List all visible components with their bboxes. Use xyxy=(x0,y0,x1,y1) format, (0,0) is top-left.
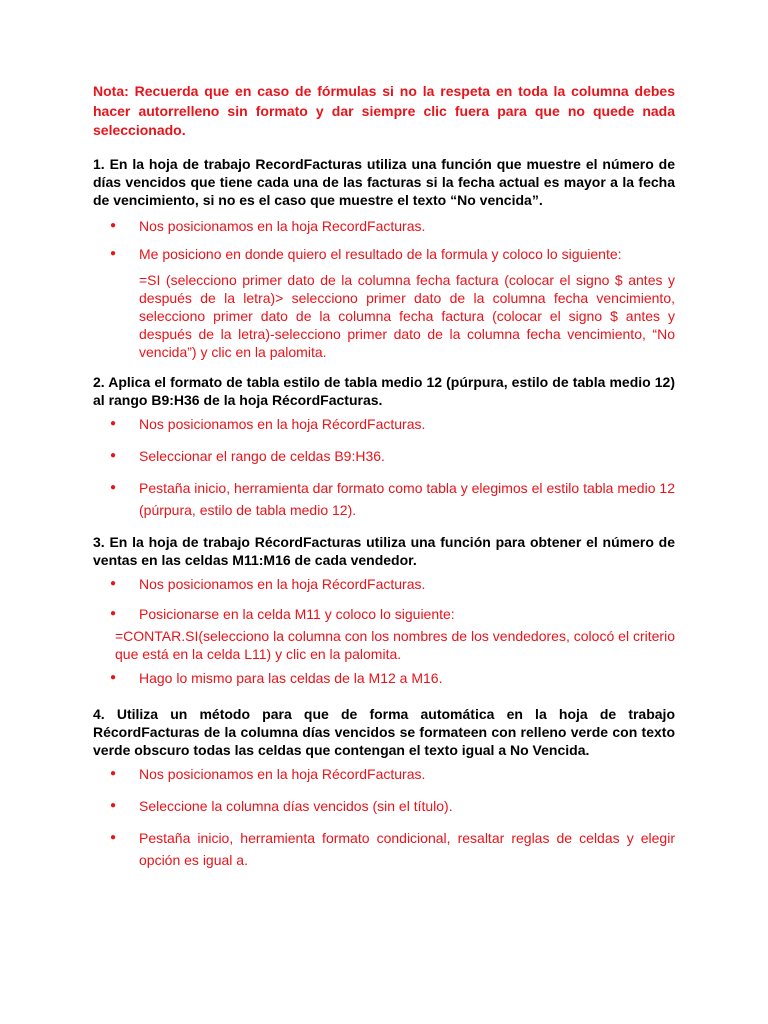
formula-text-1: =SI (selecciono primer dato de la columna fecha factura (colocar el signo $ antes y después de la letra)> selecciono primer dato de la columna fecha vencimiento, selecciono primer dato de la columna fecha factura (colocar el signo $ antes y después de la letra)-selecciono primer dato de la columna fecha vencimiento, “No vencida”) y clic en la palomita. xyxy=(139,271,675,360)
bullet-icon: ● xyxy=(110,247,117,259)
question-1: 1. En la hoja de trabajo RecordFacturas utiliza una función que muestre el número de días vencidos que tiene cada una de las facturas si la fecha actual es mayor a la fecha de vencimiento, si no es el caso que muestre el texto “No vencida”. xyxy=(93,155,675,208)
bullet-icon: ● xyxy=(110,577,117,589)
step-item xyxy=(93,447,675,465)
steps-list-4 xyxy=(93,765,675,871)
step-item xyxy=(93,245,675,263)
step-item xyxy=(93,477,675,521)
bullet-icon: ● xyxy=(110,799,117,811)
document-page xyxy=(93,82,675,871)
bullet-icon: ● xyxy=(110,481,117,493)
step-text: Seleccione la columna días vencidos (sin el título). xyxy=(139,797,453,814)
section-3 xyxy=(93,533,675,687)
step-item xyxy=(93,765,675,783)
step-text: Pestaña inicio, herramienta dar formato como tabla y elegimos el estilo tabla medio 12 (púrpura, estilo de tabla medio 12). xyxy=(139,479,675,518)
step-text: Nos posicionamos en la hoja RécordFacturas. xyxy=(139,765,426,782)
step-item xyxy=(93,797,675,815)
step-text: Pestaña inicio, herramienta formato condicional, resaltar reglas de celdas y elegir opción es igual a. xyxy=(139,829,675,868)
step-item xyxy=(93,605,675,623)
steps-list-1 xyxy=(93,217,675,263)
section-1 xyxy=(93,155,675,361)
step-text: Nos posicionamos en la hoja RécordFacturas. xyxy=(139,415,426,432)
steps-list-3 xyxy=(93,575,675,623)
bullet-icon: ● xyxy=(110,671,117,683)
step-text: Seleccionar el rango de celdas B9:H36. xyxy=(139,447,385,464)
question-2: 2. Aplica el formato de tabla estilo de tabla medio 12 (púrpura, estilo de tabla medio 12) al rango B9:H36 de la hoja RécordFacturas. xyxy=(93,373,675,408)
step-item xyxy=(93,575,675,593)
step-text: Nos posicionamos en la hoja RécordFacturas. xyxy=(139,575,426,592)
question-4: 4. Utiliza un método para que de forma automática en la hoja de trabajo RécordFacturas de la columna días vencidos se formateen con relleno verde con texto verde obscuro todas las celdas que contengan el texto igual a No Vencida. xyxy=(93,705,675,758)
question-3: 3. En la hoja de trabajo RécordFacturas utiliza una función para obtener el número de ventas en las celdas M11:M16 de cada vendedor. xyxy=(93,533,675,568)
bullet-icon: ● xyxy=(110,607,117,619)
step-text: Hago lo mismo para las celdas de la M12 a M16. xyxy=(139,669,443,686)
bullet-icon: ● xyxy=(110,219,117,231)
note-paragraph: Nota: Recuerda que en caso de fórmulas si no la respeta en toda la columna debes hacer autorrelleno sin formato y dar siempre clic fuera para que no quede nada seleccionado. xyxy=(93,83,675,138)
step-text: Me posiciono en donde quiero el resultado de la formula y coloco lo siguiente: xyxy=(139,245,622,262)
bullet-icon: ● xyxy=(110,767,117,779)
step-item xyxy=(93,217,675,235)
section-4 xyxy=(93,705,675,871)
bullet-icon: ● xyxy=(110,449,117,461)
steps-list-2 xyxy=(93,415,675,521)
step-item xyxy=(93,827,675,871)
bullet-icon: ● xyxy=(110,831,117,843)
step-item xyxy=(93,415,675,433)
section-2 xyxy=(93,373,675,521)
steps-list-3b xyxy=(93,669,675,687)
step-text: Nos posicionamos en la hoja RecordFacturas. xyxy=(139,217,426,234)
step-item xyxy=(93,669,675,687)
step-text: Posicionarse en la celda M11 y coloco lo siguiente: xyxy=(139,605,455,622)
bullet-icon: ● xyxy=(110,417,117,429)
formula-text-3: =CONTAR.SI(selecciono la columna con los nombres de los vendedores, colocó el criterio que está en la celda L11) y clic en la palomita. xyxy=(115,627,675,662)
